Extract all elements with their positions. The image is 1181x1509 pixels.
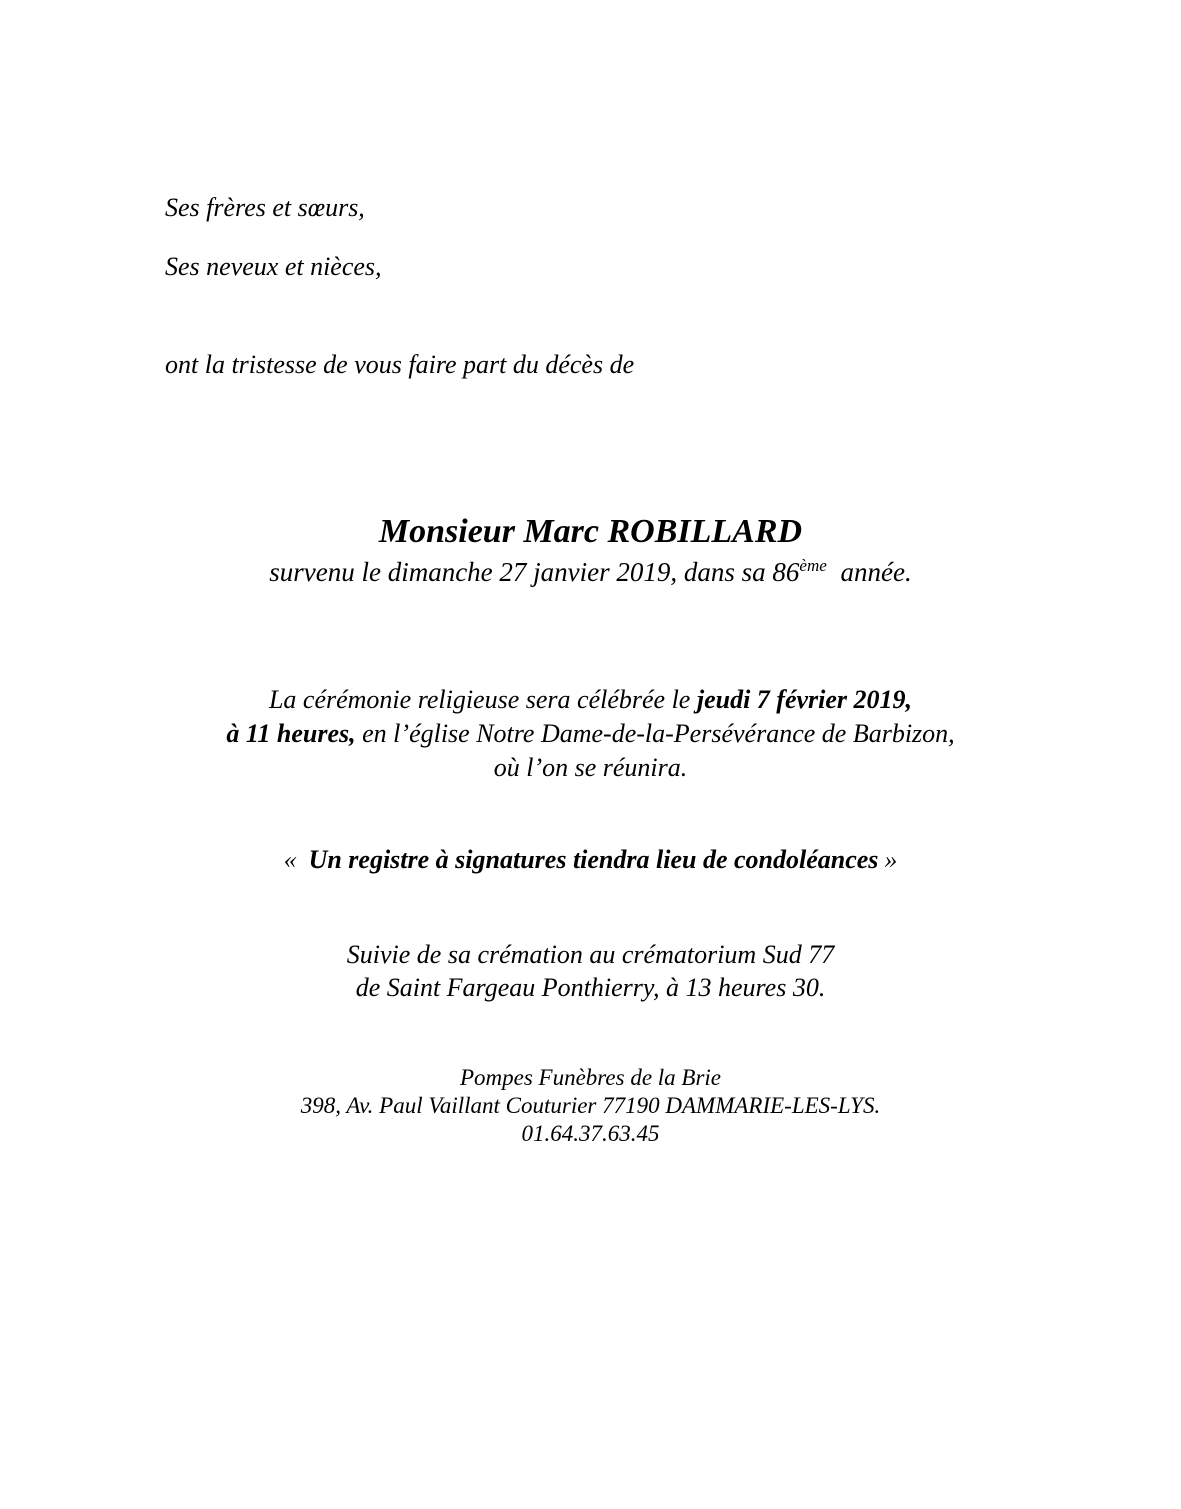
- funeral-home-phone: 01.64.37.63.45: [521, 1121, 660, 1146]
- intro-line-siblings: Ses frères et sœurs,: [165, 193, 365, 222]
- intro-line-nephews: Ses neveux et nièces,: [165, 252, 382, 281]
- ceremony-line-1-text: La cérémonie religieuse sera célébrée le: [268, 685, 697, 714]
- register-notice-text: Un registre à signatures tiendra lieu de condoléances: [308, 845, 879, 874]
- cremation-block: [0, 938, 1181, 1004]
- register-notice: [0, 844, 1181, 876]
- death-date-line: [0, 555, 1181, 589]
- ceremony-time: à 11 heures,: [226, 719, 356, 748]
- death-age-ordinal-suffix: ème: [799, 556, 827, 575]
- deceased-name: Monsieur Marc ROBILLARD: [378, 513, 803, 550]
- ceremony-date: jeudi 7 février 2019,: [696, 685, 913, 714]
- deceased-block: [0, 512, 1181, 589]
- death-date-text-end: année.: [833, 557, 912, 587]
- cremation-line-1: Suivie de sa crémation au crématorium Sud 77: [346, 940, 835, 969]
- funeral-home-name: Pompes Funèbres de la Brie: [459, 1065, 722, 1090]
- ceremony-line-3: où l’on se réunira.: [493, 753, 688, 782]
- ceremony-church: en l’église Notre Dame-de-la-Persévérance de Barbizon,: [355, 719, 955, 748]
- open-guillemet: «: [283, 845, 297, 874]
- close-guillemet: »: [884, 845, 898, 874]
- ceremony-block: [0, 683, 1181, 785]
- intro-block: [0, 0, 1181, 380]
- funeral-home-address: 398, Av. Paul Vaillant Couturier 77190 DAMMARIE-LES-LYS.: [300, 1093, 881, 1118]
- death-date-text: survenu le dimanche 27 janvier 2019, dans sa 86: [269, 557, 800, 587]
- ceremony-line-2: [0, 717, 1181, 751]
- intro-line-announcement: ont la tristesse de vous faire part du décès de: [165, 350, 635, 379]
- cremation-line-2: de Saint Fargeau Ponthierry, à 13 heures 30.: [355, 973, 826, 1002]
- funeral-home-block: [0, 1064, 1181, 1148]
- ceremony-line-1: [0, 683, 1181, 717]
